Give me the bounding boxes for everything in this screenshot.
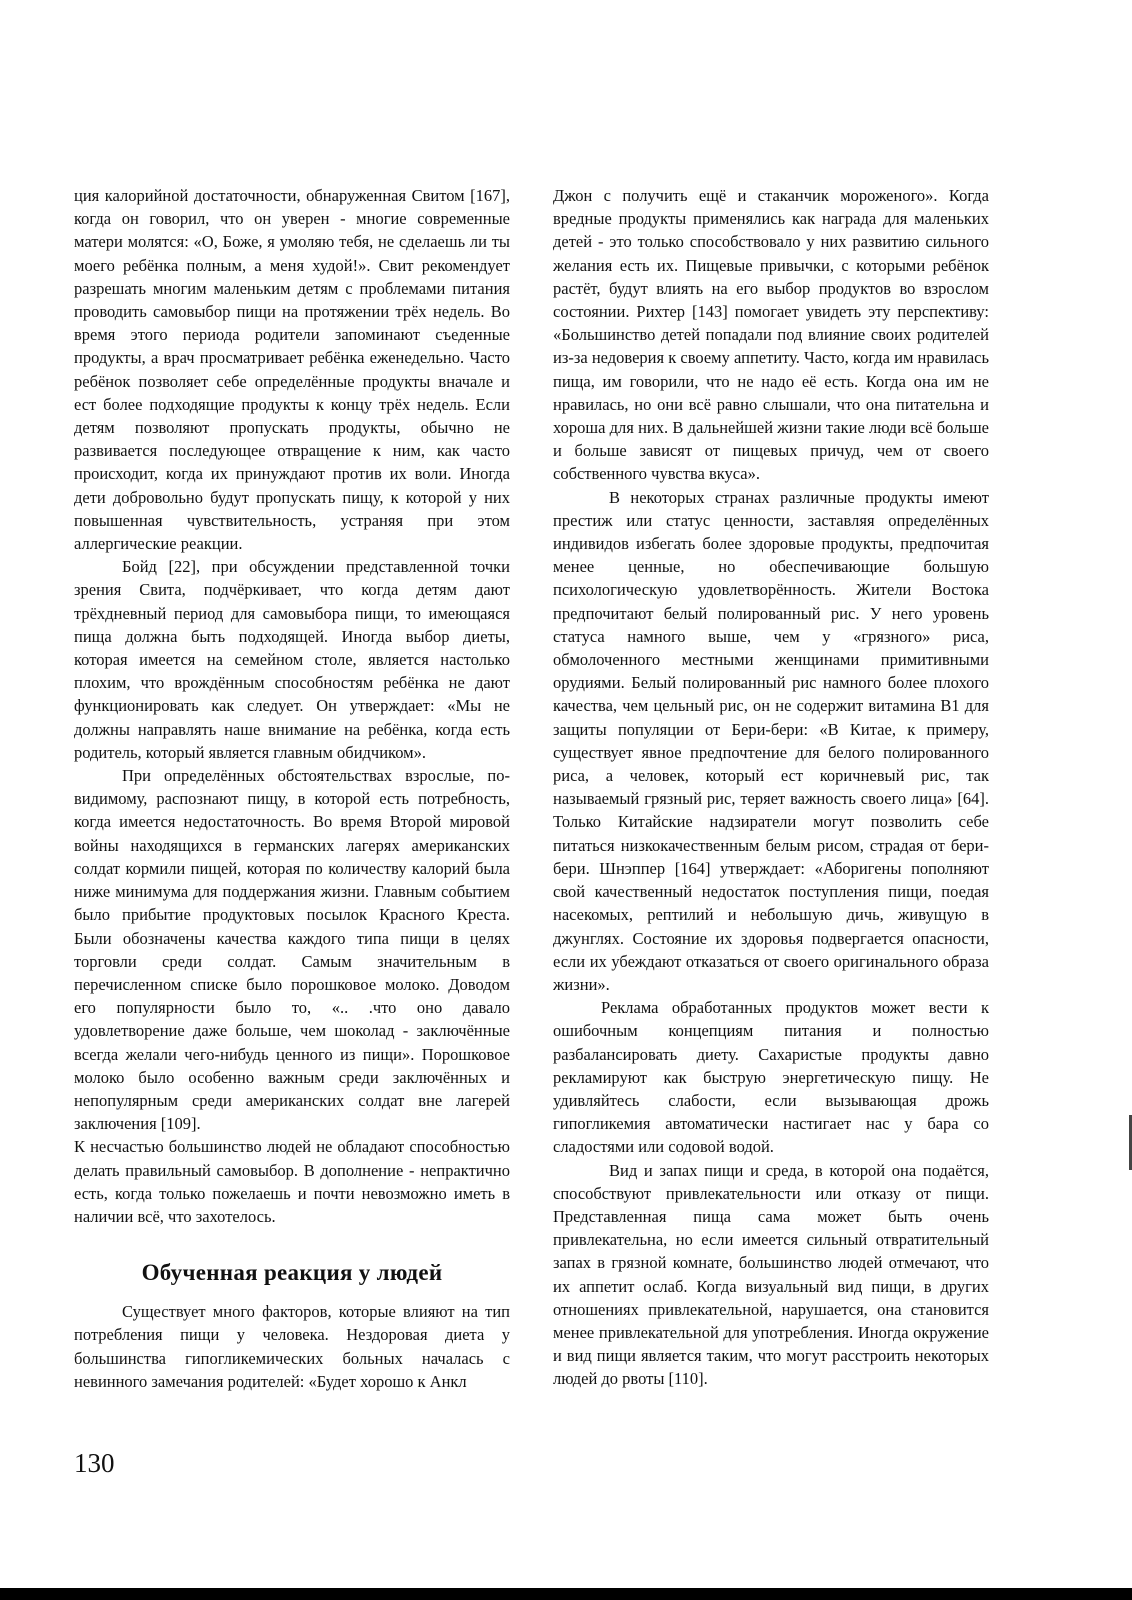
right-column — [553, 184, 989, 1391]
paragraph: Бойд [22], при обсуждении представленной точки зрения Свита, подчёркивает, что когда детям дают трёхдневный период для самовыбора пищи, то имеющаяся пища должна быть подходящей. Иногда выбор диеты, которая имеется на семейном столе, является настолько плохим, что врождённым способностям ребёнка не дают функционировать как следует. Он утверждает: «Мы не должны направлять наше внимание на ребёнка, когда есть родитель, который является главным обидчиком». — [74, 557, 510, 762]
paragraph: К несчастью большинство людей не обладают способностью делать правильный самовыбор. В дополнение - непрактично есть, когда только пожелаешь и почти невозможно иметь в наличии всё, что захотелось. — [74, 1137, 510, 1226]
paragraph: Джон с получить ещё и стаканчик мороженого». Когда вредные продукты применялись как награда для маленьких детей - это только способствовало у них развитию сильного желания есть их. Пищевые привычки, с которыми ребёнок растёт, будут влиять на его выбор продуктов во взрослом состоянии. Рихтер [143] помогает увидеть эту перспективу: «Большинство детей попадали под влияние своих родителей из-за недоверия к своему аппетиту. Часто, когда им нравилась пища, им говорили, что не надо её есть. Когда она им не нравилась, но они всё равно слышали, что она питательна и хороша для них. В дальнейшей жизни такие люди всё больше и больше зависят от пищевых причуд, чем от своего собственного чувства вкуса». — [553, 186, 989, 484]
paragraph: Существует много факторов, которые влияют на тип потребления пищи у человека. Нездоровая диета у большинства гипогликемических больных началась с невинного замечания родителей: «Будет хорошо к Анкл — [74, 1302, 510, 1391]
paragraph: Вид и запах пищи и среда, в которой она подаётся, способствуют привлекательности или отказу от пищи. Представленная пища сама может быть очень привлекательна, но если имеется сильный отвратительный запах в грязной комнате, большинство людей отмечают, что их аппетит ослаб. Когда визуальный вид пищи, в других отношениях привлекательной, нарушается, она становится менее привлекательной для употребления. Иногда окружение и вид пищи является таким, что могут расстроить некоторых людей до рвоты [110]. — [553, 1160, 989, 1389]
left-column — [74, 184, 510, 1393]
section-heading: Обученная реакция у людей — [141, 1260, 443, 1286]
scan-bottom-border — [0, 1588, 1132, 1600]
paragraph: В некоторых странах различные продукты имеют престиж или статус ценности, заставляя определённых индивидов избегать более здоровые продукты, предпочитая менее ценные, но обеспечивающие большую психологическую удовлетворённость. Жители Востока предпочитают белый полированный рис. У него уровень статуса намного выше, чем у «грязного» риса, обмолоченного местными женщинами примитивными орудиями. Белый полированный рис намного более плохого качества, чем цельный рис, он не содержит витамина В1 для защиты популяции от Бери-бери: «В Китае, к примеру, существует явное предпочтение для белого полированного риса, а человек, который ест коричневый рис, так называемый грязный рис, теряет важность своего лица» [64]. Только Китайские надзиратели могут позволить себе питаться низкокачественным белым рисом, страдая от бери-бери. Шнэппер [164] утверждает: «Аборигены пополняют свой качественный недостаток поступления пищи, поедая насекомых, рептилий и небольшую дичь, живущую в джунглях. Состояние их здоровья подвергается опасности, если их убеждают отказаться от своего оригинального образа жизни». — [553, 487, 989, 994]
paragraph: Реклама обработанных продуктов может вести к ошибочным концепциям питания и полностью разбалансировать диету. Сахаристые продукты давно рекламируют как быструю энергетическую пищу. Не удивляйтесь слабости, если вызывающая дрожь гипогликемия автоматически настигает нас у бара со сладостями или содовой водой. — [553, 998, 989, 1157]
paragraph: ция калорийной достаточности, обнаруженная Свитом [167], когда он говорил, что он уверен - многие современные матери молятся: «О, Боже, я умоляю тебя, не сделаешь ли ты моего ребёнка полным, а меня худой!». Свит рекомендует разрешать многим маленьким детям с проблемами питания проводить самовыбор пищи на протяжении трёх недель. Во время этого периода родители запоминают съеденные продукты, а врач просматривает ребёнка еженедельно. Часто ребёнок позволяет себе определённые продукты вначале и ест более подходящие продукты к концу трёх недель. Если детям позволяют пропускать продукты, обычно не развивается последующее отвращение к ним, как часто происходит, когда их принуждают против их воли. Иногда дети добровольно будут пропускать пищу, к которой у них повышенная чувствительность, устраняя при этом аллергические реакции. — [74, 186, 510, 554]
paragraph: При определённых обстоятельствах взрослые, по-видимому, распознают пищу, в которой есть потребность, когда имеется недостаточность. Во время Второй мировой войны находящихся в германских лагерях американских солдат кормили пищей, которая по количеству калорий была ниже минимума для поддержания жизни. Главным событием было прибытие продуктовых посылок Красного Креста. Были обозначены качества каждого типа пищи в целях торговли среди солдат. Самым значительным в перечисленном списке было порошковое молоко. Доводом его популярности было то, «.. .что оно давало удовлетворение даже больше, чем шоколад - заключённые всегда желали чего-нибудь ценного из пищи». Порошковое молоко было особенно важным среди заключённых и непопулярным среди американских солдат вне лагерей заключения [109]. — [74, 766, 510, 1134]
page-number: 130 — [74, 1448, 115, 1478]
